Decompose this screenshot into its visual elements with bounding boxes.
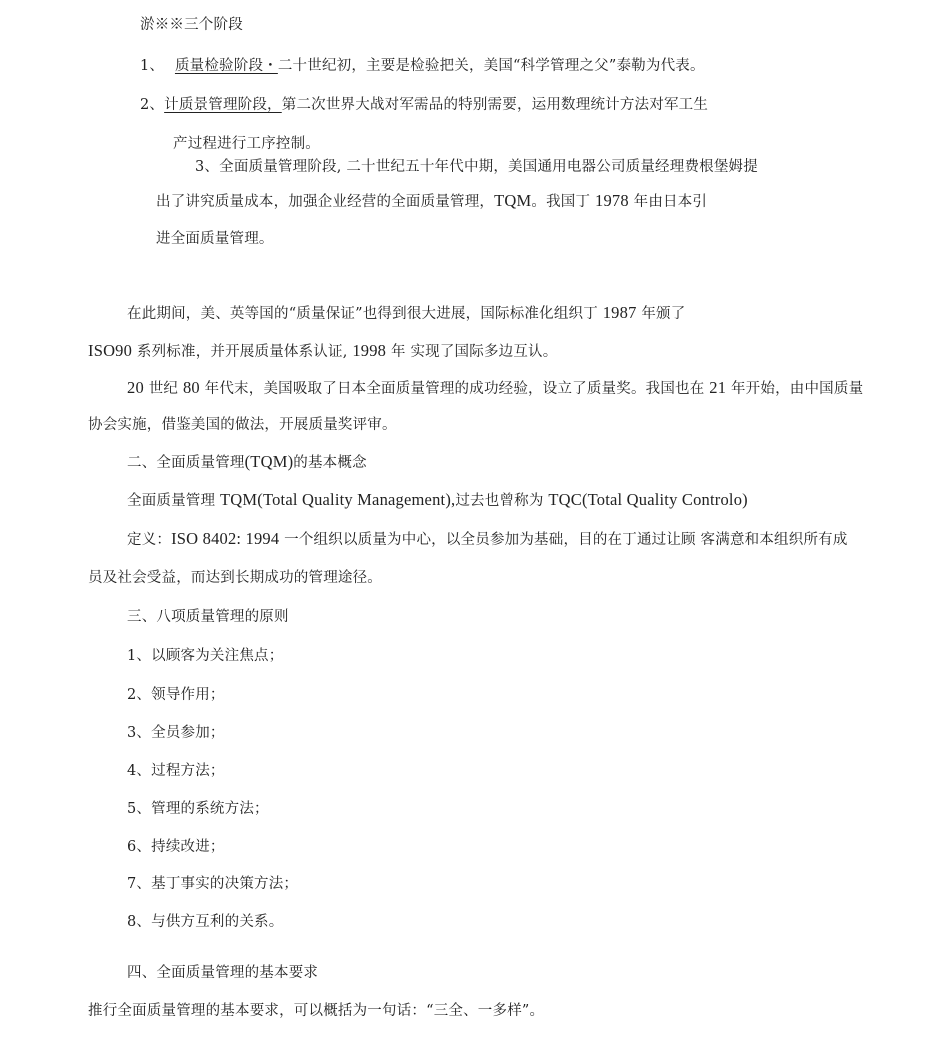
iso-line1-c: 年颁了 <box>636 306 686 322</box>
principle-item: 8、与供方互利的关系。 <box>127 914 284 930</box>
principle-item: 6、持续改进； <box>127 839 225 855</box>
tqm-c: 过去也曾称为 <box>455 493 549 509</box>
award-21: 21 <box>709 378 727 397</box>
section2-heading-b: (TQM) <box>244 452 294 471</box>
stage3-line2-c: 。我国丁 <box>531 194 595 210</box>
stage1-title: 质量检验阶段・ <box>174 58 278 74</box>
principle-item: 7、基丁事实的决策方法； <box>127 876 299 892</box>
stage2-number: 2、 <box>140 97 165 113</box>
stage1-number: 1、 <box>140 58 165 74</box>
iso-line2 <box>88 341 557 362</box>
award-line1 <box>127 378 863 399</box>
iso-line1-a: 在此期间，美、英等国的“质量保证”也得到很大进展，国际标准化组织丁 <box>127 306 603 322</box>
stage3-line2-e: 年由日本引 <box>628 194 708 210</box>
award-d: 年代末，美国吸取了日本全面质量管理的成功经验，设立了质量奖。我国也在 <box>199 381 710 397</box>
year-1998: 1998 <box>352 341 387 360</box>
principle-item: 4、过程方法； <box>127 763 225 779</box>
stage3-line2 <box>156 191 707 212</box>
iso-line1 <box>127 303 685 324</box>
section2-heading-c: 的基本概念 <box>293 455 367 471</box>
stage2-title: 计质景管理阶段， <box>164 97 282 113</box>
definition-line2: 员及社会受益，而达到长期成功的管理途径。 <box>88 570 382 586</box>
section2-heading-a: 二、全面质量管理 <box>127 455 245 471</box>
stage3-line2-a: 出了讲究质量成本，加强企业经营的全面质量管理， <box>156 194 495 210</box>
section2-heading <box>127 452 367 473</box>
iso-line2-d: 年 实现了国际多边互认。 <box>386 344 558 360</box>
section3-heading: 三、八项质量管理的原则 <box>127 609 289 625</box>
iso90: ISO90 <box>88 341 133 360</box>
stage2-line <box>140 95 708 115</box>
def-a: 定义： <box>127 532 172 548</box>
award-f: 年开始，由中国质量 <box>726 381 864 397</box>
year-1987: 1987 <box>602 303 637 322</box>
stage1-line <box>140 56 705 76</box>
section4-heading: 四、全面质量管理的基本要求 <box>127 965 319 981</box>
award-line2: 协会实施，借鉴美国的做法，开展质量奖评审。 <box>88 417 397 433</box>
tqm-abbr: TQM <box>494 191 532 210</box>
tqm-a: 全面质量管理 <box>127 493 221 509</box>
award-20: 20 <box>127 378 144 397</box>
stage2-text: 第二次世界大战对军需品的特别需要，运用数理统计方法对军工生 <box>281 97 709 113</box>
award-80: 80 <box>182 378 200 397</box>
stage3-line1: 3、全面质量管理阶段, 二十世纪五十年代中期，美国通用电器公司质量经理费根堡姆提 <box>195 159 758 175</box>
principle-item: 3、全员参加； <box>127 725 225 741</box>
principle-item: 2、领导作用； <box>127 687 225 703</box>
def-b: ISO 8402: 1994 <box>171 529 280 548</box>
section1-heading: 淤※※三个阶段 <box>140 17 243 33</box>
stage1-text: 二十世纪初，主要是检验把关，美国“科学管理之父”泰勒为代表。 <box>277 58 705 74</box>
def-c: 一个组织以质量为中心，以全员参加为基础，目的在丁通过让顾 客满意和本组织所有成 <box>279 532 848 548</box>
tqm-b: TQM(Total Quality Management), <box>220 490 456 509</box>
tqm-e: o) <box>733 490 748 509</box>
year-1978: 1978 <box>595 191 629 210</box>
iso-line2-b: 系列标准，并开展质量体系认证, <box>132 344 353 360</box>
tqm-d: TQC(Total Quality Control <box>548 490 734 509</box>
stage3-line3: 进全面质量管理。 <box>156 231 274 247</box>
section4-text: 推行全面质量管理的基本要求，可以概括为一句话：“三全、一多样”。 <box>88 1003 545 1019</box>
award-b: 世纪 <box>143 381 183 397</box>
definition-line1 <box>127 529 848 550</box>
principle-item: 1、以顾客为关注焦点； <box>127 648 284 664</box>
tqm-line <box>127 490 748 511</box>
stage2-continuation: 产过程进行工序控制。 <box>173 136 320 152</box>
principle-item: 5、管理的系统方法； <box>127 801 269 817</box>
